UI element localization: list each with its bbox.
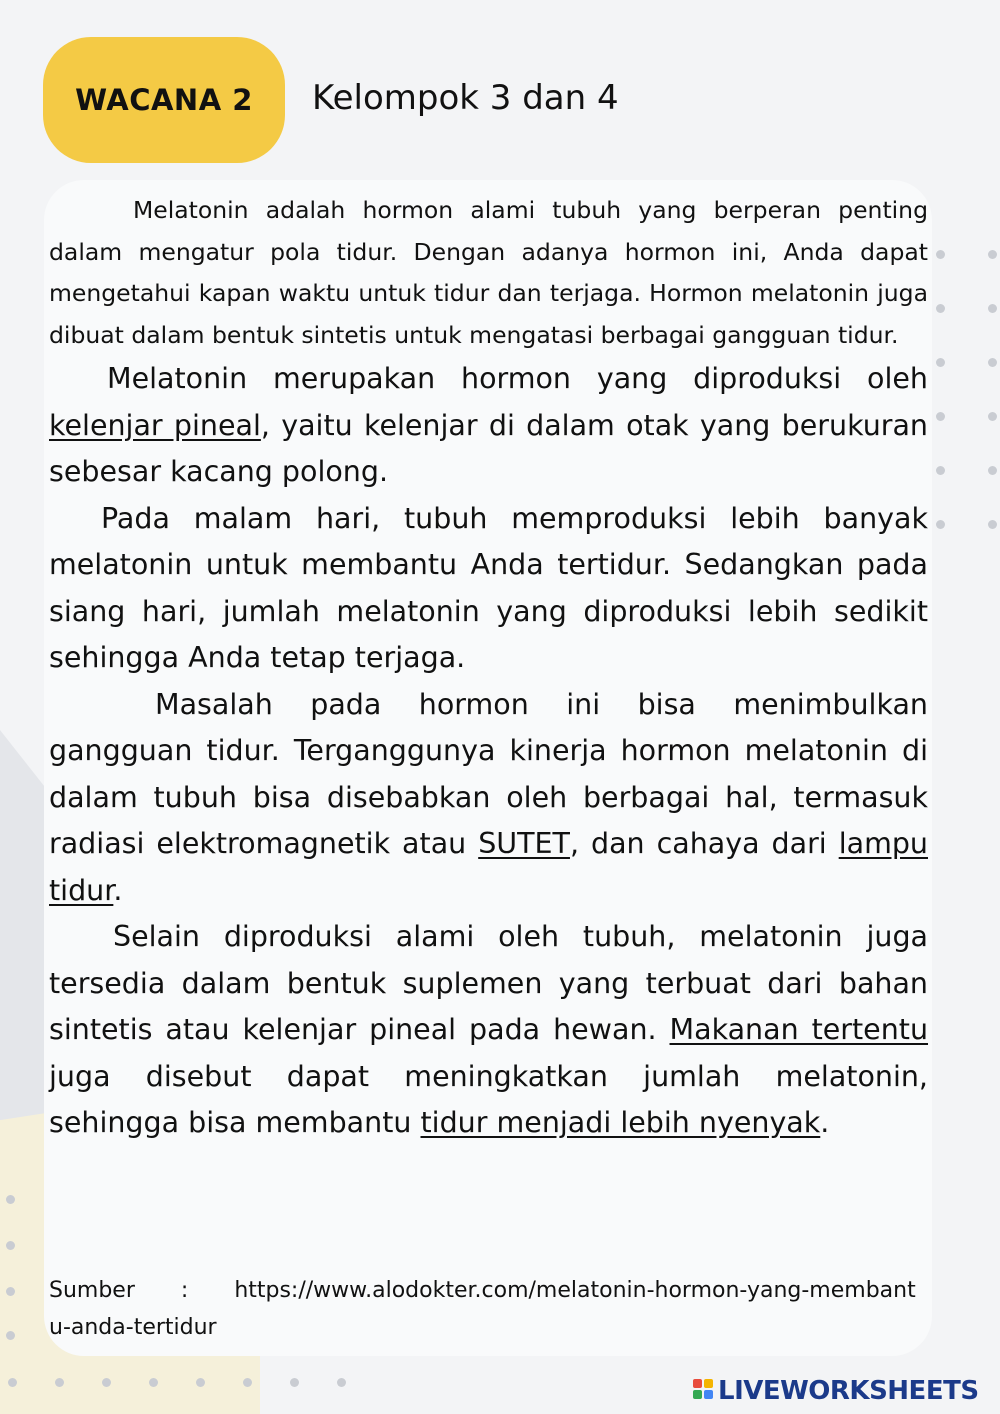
link-kelenjar-pineal[interactable]: kelenjar pineal <box>49 408 261 442</box>
paragraph-4-text-middle: , dan cahaya dari <box>569 827 839 860</box>
source-url[interactable]: https://www.alodokter.com/melatonin-hormon-yang-membantu-anda-tertidur <box>49 1278 916 1340</box>
paragraph-5-text-before: Selain diproduksi alami oleh tubuh, melatonin juga tersedia dalam bentuk suplemen yang terbuat dari bahan sintetis atau kelenjar pineal pada hewan. <box>49 920 928 1046</box>
liveworksheets-logo <box>693 1376 979 1406</box>
source-colon: : <box>180 1278 189 1303</box>
paragraph-5-text-after: . <box>820 1106 830 1139</box>
wacana-badge: WACANA 2 <box>43 37 285 163</box>
paragraph-2 <box>49 356 928 496</box>
source-label: Sumber <box>49 1278 135 1303</box>
link-makanan-tertentu[interactable]: Makanan tertentu <box>669 1013 929 1046</box>
link-lampu-tidur[interactable]: lampu tidur <box>49 827 928 907</box>
paragraph-3: Pada malam hari, tubuh memproduksi lebih banyak melatonin untuk membantu Anda tertidur. Sedangkan pada siang hari, jumlah melatonin yang diproduksi lebih sedikit sehingga Anda tetap terjaga. <box>49 501 928 674</box>
paragraph-4 <box>49 682 928 915</box>
paragraph-1: Melatonin adalah hormon alami tubuh yang berperan penting dalam mengatur pola tidur. Dengan adanya hormon ini, Anda dapat mengetahui kapan waktu untuk tidur dan terjaga. Hormon melatonin juga dibuat dalam bentuk sintetis untuk mengatasi berbagai gangguan tidur. <box>49 196 928 349</box>
paragraph-4-text-before: Masalah pada hormon ini bisa menimbulkan gangguan tidur. Terganggunya kinerja hormon melatonin di dalam tubuh bisa disebabkan oleh berbagai hal, termasuk radiasi elektromagnetik atau <box>49 687 928 860</box>
paragraph-5 <box>49 914 928 1147</box>
source-citation <box>49 1272 928 1346</box>
liveworksheets-logo-icon <box>693 1379 715 1403</box>
reading-text <box>49 190 928 1147</box>
paragraph-5-text-middle: juga disebut dapat meningkatkan jumlah melatonin, sehingga bisa membantu <box>49 1059 928 1139</box>
liveworksheets-logo-text: LIVEWORKSHEETS <box>718 1376 979 1406</box>
link-sutet[interactable]: SUTET <box>478 827 570 860</box>
paragraph-2-text-after: , yaitu kelenjar di dalam otak yang berukuran sebesar kacang polong. <box>49 408 928 488</box>
link-tidur-nyenyak[interactable]: tidur menjadi lebih nyenyak <box>420 1106 821 1139</box>
paragraph-2-text-before: Melatonin merupakan hormon yang diproduksi oleh <box>107 362 928 395</box>
paragraph-4-text-after: . <box>113 873 123 907</box>
group-subtitle: Kelompok 3 dan 4 <box>312 78 619 118</box>
